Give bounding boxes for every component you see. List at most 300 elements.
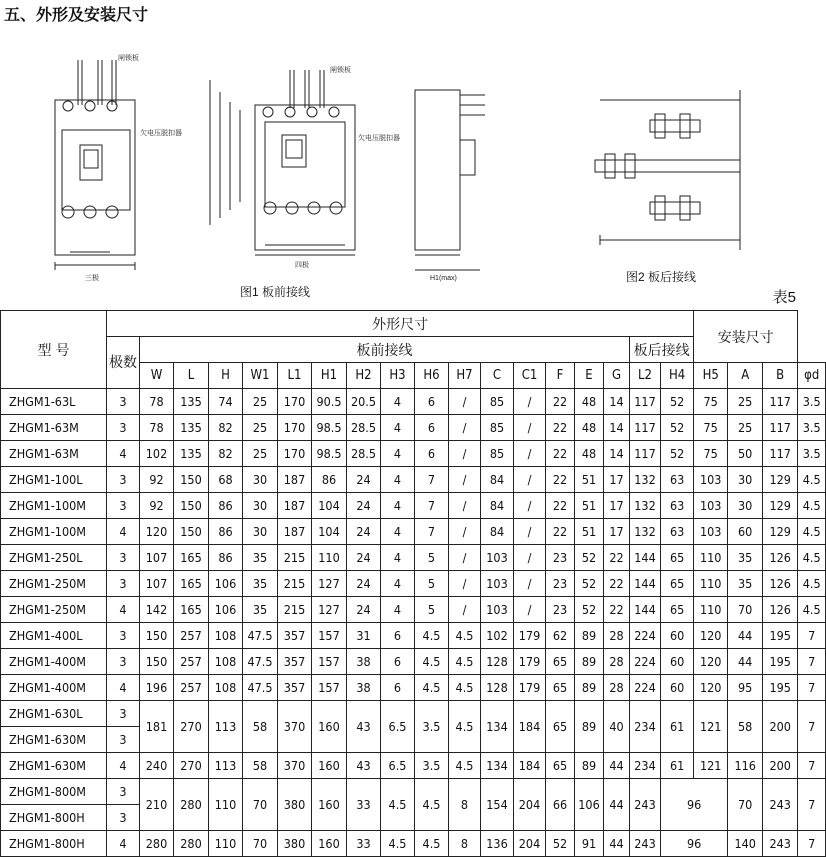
table-row: [1, 753, 826, 779]
value-cell: 129: [763, 493, 798, 519]
value-cell: 30: [243, 519, 278, 545]
value-cell: 257: [174, 649, 209, 675]
value-cell: /: [449, 597, 481, 623]
value-cell: 127: [312, 571, 347, 597]
value-cell: 7: [798, 701, 826, 753]
value-cell: 160: [312, 753, 347, 779]
value-cell: 187: [278, 519, 312, 545]
table-row: [1, 597, 826, 623]
value-cell: 4.5: [415, 623, 449, 649]
value-cell: 78: [140, 389, 174, 415]
col-header: L: [174, 363, 209, 389]
value-cell: 7: [415, 519, 449, 545]
col-header: H4: [661, 363, 694, 389]
table-row: [1, 493, 826, 519]
dimensions-table: [0, 310, 826, 857]
value-cell: 102: [481, 623, 514, 649]
col-header: H3: [381, 363, 415, 389]
drawing-3pole-front: [55, 60, 135, 270]
col-header: C1: [514, 363, 546, 389]
value-cell: 195: [763, 675, 798, 701]
value-cell: /: [449, 389, 481, 415]
value-cell: 58: [243, 753, 278, 779]
value-cell: 181: [140, 701, 174, 753]
value-cell: 243: [630, 831, 661, 857]
value-cell: 65: [546, 649, 575, 675]
header-outline: 外形尺寸: [107, 311, 694, 337]
value-cell: 91: [575, 831, 604, 857]
value-cell: 7: [415, 493, 449, 519]
value-cell: 120: [140, 519, 174, 545]
value-cell: 170: [278, 441, 312, 467]
value-cell: 22: [604, 545, 630, 571]
value-cell: 25: [243, 415, 278, 441]
value-cell: 150: [174, 467, 209, 493]
model-cell: ZHGM1-800M: [1, 779, 107, 805]
value-cell: 132: [630, 519, 661, 545]
value-cell: 380: [278, 779, 312, 831]
value-cell: 23: [546, 597, 575, 623]
value-cell: 22: [546, 441, 575, 467]
value-cell: 96: [661, 831, 728, 857]
value-cell: /: [449, 545, 481, 571]
value-cell: 6: [415, 441, 449, 467]
value-cell: 44: [604, 753, 630, 779]
value-cell: 89: [575, 649, 604, 675]
value-cell: 106: [575, 779, 604, 831]
value-cell: 121: [694, 701, 728, 753]
value-cell: 4.5: [449, 701, 481, 753]
value-cell: /: [514, 389, 546, 415]
value-cell: 215: [278, 545, 312, 571]
value-cell: 4: [381, 389, 415, 415]
value-cell: 63: [661, 493, 694, 519]
table-row: [1, 779, 826, 805]
model-cell: ZHGM1-800H: [1, 831, 107, 857]
value-cell: 103: [481, 545, 514, 571]
value-cell: 47.5: [243, 649, 278, 675]
value-cell: 215: [278, 597, 312, 623]
value-cell: 90.5: [312, 389, 347, 415]
model-cell: ZHGM1-63M: [1, 441, 107, 467]
label-handle-a: 闸锁板: [118, 55, 139, 62]
value-cell: /: [514, 467, 546, 493]
value-cell: 117: [630, 415, 661, 441]
value-cell: 48: [575, 415, 604, 441]
value-cell: 28: [604, 675, 630, 701]
header-poles: 极数: [107, 337, 140, 389]
value-cell: 3: [107, 701, 140, 727]
value-cell: 6: [381, 649, 415, 675]
value-cell: 3: [107, 727, 140, 753]
value-cell: 140: [728, 831, 763, 857]
value-cell: 85: [481, 441, 514, 467]
value-cell: 7: [798, 649, 826, 675]
value-cell: 370: [278, 701, 312, 753]
value-cell: 25: [243, 389, 278, 415]
value-cell: 31: [347, 623, 381, 649]
value-cell: 4.5: [449, 675, 481, 701]
value-cell: 65: [661, 597, 694, 623]
model-cell: ZHGM1-250M: [1, 597, 107, 623]
value-cell: 75: [694, 415, 728, 441]
value-cell: 150: [174, 519, 209, 545]
value-cell: 58: [243, 701, 278, 753]
value-cell: 5: [415, 545, 449, 571]
table-row: [1, 519, 826, 545]
model-cell: ZHGM1-100L: [1, 467, 107, 493]
value-cell: 129: [763, 519, 798, 545]
value-cell: 30: [243, 467, 278, 493]
value-cell: 7: [415, 467, 449, 493]
value-cell: 126: [763, 597, 798, 623]
col-header: C: [481, 363, 514, 389]
value-cell: 89: [575, 753, 604, 779]
value-cell: 4.5: [415, 831, 449, 857]
value-cell: 357: [278, 623, 312, 649]
value-cell: 128: [481, 649, 514, 675]
value-cell: 187: [278, 493, 312, 519]
value-cell: 98.5: [312, 441, 347, 467]
value-cell: 160: [312, 831, 347, 857]
value-cell: 4: [381, 597, 415, 623]
col-header: H5: [694, 363, 728, 389]
value-cell: 86: [209, 545, 243, 571]
value-cell: 110: [312, 545, 347, 571]
value-cell: 196: [140, 675, 174, 701]
value-cell: 63: [661, 467, 694, 493]
value-cell: 3.5: [798, 441, 826, 467]
value-cell: 224: [630, 649, 661, 675]
value-cell: 280: [174, 831, 209, 857]
col-header: H: [209, 363, 243, 389]
value-cell: 4: [381, 441, 415, 467]
value-cell: 52: [661, 415, 694, 441]
value-cell: /: [449, 571, 481, 597]
value-cell: 92: [140, 493, 174, 519]
value-cell: 270: [174, 753, 209, 779]
value-cell: 65: [661, 571, 694, 597]
header-install: 安装尺寸: [694, 311, 798, 363]
value-cell: 4.5: [415, 779, 449, 831]
model-cell: ZHGM1-100M: [1, 493, 107, 519]
model-cell: ZHGM1-630L: [1, 701, 107, 727]
value-cell: 110: [209, 779, 243, 831]
value-cell: 270: [174, 701, 209, 753]
col-header: L2: [630, 363, 661, 389]
value-cell: /: [449, 519, 481, 545]
value-cell: 4.5: [798, 571, 826, 597]
value-cell: 126: [763, 571, 798, 597]
value-cell: /: [449, 493, 481, 519]
model-cell: ZHGM1-400L: [1, 623, 107, 649]
value-cell: 47.5: [243, 675, 278, 701]
value-cell: 8: [449, 831, 481, 857]
value-cell: 184: [514, 701, 546, 753]
value-cell: 280: [140, 831, 174, 857]
value-cell: 61: [661, 753, 694, 779]
value-cell: 48: [575, 441, 604, 467]
value-cell: 110: [209, 831, 243, 857]
value-cell: 132: [630, 467, 661, 493]
value-cell: 82: [209, 441, 243, 467]
value-cell: 4.5: [798, 493, 826, 519]
value-cell: 224: [630, 623, 661, 649]
value-cell: 120: [694, 623, 728, 649]
value-cell: 20.5: [347, 389, 381, 415]
col-header: L1: [278, 363, 312, 389]
value-cell: 6: [381, 623, 415, 649]
value-cell: 157: [312, 675, 347, 701]
col-header: W1: [243, 363, 278, 389]
value-cell: 160: [312, 701, 347, 753]
value-cell: 7: [798, 779, 826, 831]
value-cell: 28.5: [347, 441, 381, 467]
value-cell: /: [514, 545, 546, 571]
value-cell: 35: [243, 571, 278, 597]
value-cell: 200: [763, 701, 798, 753]
value-cell: 51: [575, 467, 604, 493]
value-cell: 195: [763, 623, 798, 649]
value-cell: 6: [415, 389, 449, 415]
value-cell: 95: [728, 675, 763, 701]
value-cell: 4.5: [798, 597, 826, 623]
value-cell: 22: [546, 493, 575, 519]
value-cell: 224: [630, 675, 661, 701]
value-cell: 117: [763, 389, 798, 415]
value-cell: 75: [694, 441, 728, 467]
value-cell: 204: [514, 831, 546, 857]
value-cell: 22: [546, 519, 575, 545]
value-cell: 28: [604, 623, 630, 649]
value-cell: 104: [312, 493, 347, 519]
value-cell: 61: [661, 701, 694, 753]
value-cell: 52: [575, 597, 604, 623]
value-cell: 144: [630, 597, 661, 623]
value-cell: 38: [347, 675, 381, 701]
value-cell: 4: [107, 831, 140, 857]
model-cell: ZHGM1-630M: [1, 727, 107, 753]
value-cell: 22: [546, 389, 575, 415]
value-cell: 3: [107, 493, 140, 519]
table-row: [1, 389, 826, 415]
value-cell: 134: [481, 701, 514, 753]
value-cell: 3: [107, 805, 140, 831]
value-cell: 179: [514, 623, 546, 649]
value-cell: 204: [514, 779, 546, 831]
drawing-side: [415, 90, 485, 270]
col-header: F: [546, 363, 575, 389]
value-cell: 6: [415, 415, 449, 441]
table-row: [1, 623, 826, 649]
value-cell: 4.5: [449, 649, 481, 675]
value-cell: 357: [278, 649, 312, 675]
value-cell: 120: [694, 649, 728, 675]
value-cell: 4: [107, 441, 140, 467]
value-cell: 135: [174, 415, 209, 441]
value-cell: 8: [449, 779, 481, 831]
value-cell: 106: [209, 571, 243, 597]
col-header: W: [140, 363, 174, 389]
value-cell: 44: [728, 649, 763, 675]
value-cell: /: [514, 597, 546, 623]
value-cell: 89: [575, 675, 604, 701]
dimension-drawings: [0, 30, 800, 305]
value-cell: 24: [347, 467, 381, 493]
value-cell: 47.5: [243, 623, 278, 649]
value-cell: 108: [209, 675, 243, 701]
value-cell: 28.5: [347, 415, 381, 441]
value-cell: 43: [347, 753, 381, 779]
value-cell: 243: [763, 779, 798, 831]
figure1-caption: 图1 板前接线: [240, 285, 311, 299]
value-cell: 3: [107, 649, 140, 675]
value-cell: /: [514, 493, 546, 519]
value-cell: 370: [278, 753, 312, 779]
value-cell: /: [449, 467, 481, 493]
value-cell: 52: [575, 571, 604, 597]
value-cell: 165: [174, 571, 209, 597]
drawing-rear-connection: [595, 90, 740, 250]
value-cell: 14: [604, 389, 630, 415]
value-cell: 33: [347, 831, 381, 857]
value-cell: 127: [312, 597, 347, 623]
value-cell: 135: [174, 441, 209, 467]
value-cell: 3: [107, 623, 140, 649]
header-model: 型 号: [1, 311, 107, 389]
table-row: [1, 675, 826, 701]
value-cell: 62: [546, 623, 575, 649]
value-cell: 103: [694, 519, 728, 545]
value-cell: 86: [209, 519, 243, 545]
value-cell: 3: [107, 415, 140, 441]
value-cell: 4: [107, 519, 140, 545]
value-cell: 22: [604, 571, 630, 597]
value-cell: 129: [763, 467, 798, 493]
model-cell: ZHGM1-800H: [1, 805, 107, 831]
value-cell: 195: [763, 649, 798, 675]
value-cell: 24: [347, 519, 381, 545]
value-cell: 157: [312, 649, 347, 675]
value-cell: 63: [661, 519, 694, 545]
value-cell: 380: [278, 831, 312, 857]
label-poles-b: 四极: [295, 262, 309, 269]
table-row: [1, 701, 826, 727]
model-cell: ZHGM1-250L: [1, 545, 107, 571]
table-row: [1, 441, 826, 467]
value-cell: 17: [604, 467, 630, 493]
col-header: E: [575, 363, 604, 389]
value-cell: 4: [381, 493, 415, 519]
value-cell: 51: [575, 519, 604, 545]
value-cell: 117: [763, 415, 798, 441]
value-cell: 154: [481, 779, 514, 831]
value-cell: 4.5: [798, 545, 826, 571]
value-cell: 65: [546, 701, 575, 753]
value-cell: 75: [694, 389, 728, 415]
value-cell: 86: [312, 467, 347, 493]
value-cell: 35: [243, 545, 278, 571]
label-h1max: H1(max): [430, 275, 457, 282]
value-cell: 44: [604, 831, 630, 857]
value-cell: 25: [728, 415, 763, 441]
value-cell: 60: [728, 519, 763, 545]
value-cell: 60: [661, 649, 694, 675]
value-cell: 98.5: [312, 415, 347, 441]
label-accessory-a: 欠电压脱扣器: [140, 130, 182, 137]
value-cell: 7: [798, 831, 826, 857]
value-cell: 4: [381, 571, 415, 597]
page-heading: 五、外形及安装尺寸: [4, 7, 149, 24]
value-cell: 17: [604, 493, 630, 519]
table-row: [1, 831, 826, 857]
value-cell: 4.5: [381, 831, 415, 857]
value-cell: 30: [728, 467, 763, 493]
header-front: 板前接线: [140, 337, 630, 363]
value-cell: 52: [661, 389, 694, 415]
value-cell: 58: [728, 701, 763, 753]
value-cell: 5: [415, 597, 449, 623]
value-cell: 117: [630, 389, 661, 415]
value-cell: 3.5: [415, 753, 449, 779]
value-cell: 215: [278, 571, 312, 597]
value-cell: 357: [278, 675, 312, 701]
value-cell: 65: [661, 545, 694, 571]
value-cell: 121: [694, 753, 728, 779]
table-row: [1, 545, 826, 571]
value-cell: /: [449, 441, 481, 467]
value-cell: 6: [381, 675, 415, 701]
value-cell: 280: [174, 779, 209, 831]
value-cell: 144: [630, 545, 661, 571]
value-cell: 7: [798, 675, 826, 701]
value-cell: /: [514, 415, 546, 441]
value-cell: 65: [546, 753, 575, 779]
value-cell: 104: [312, 519, 347, 545]
label-handle-b: 闸锁板: [330, 67, 351, 74]
value-cell: 23: [546, 545, 575, 571]
table-row: [1, 649, 826, 675]
value-cell: 52: [575, 545, 604, 571]
col-header: φd: [798, 363, 826, 389]
value-cell: 200: [763, 753, 798, 779]
table-row: [1, 571, 826, 597]
value-cell: 22: [546, 467, 575, 493]
col-header: H6: [415, 363, 449, 389]
value-cell: 4.5: [798, 467, 826, 493]
value-cell: 24: [347, 545, 381, 571]
value-cell: 113: [209, 701, 243, 753]
value-cell: 106: [209, 597, 243, 623]
drawing-4pole-front: [210, 70, 355, 255]
value-cell: 3: [107, 571, 140, 597]
value-cell: 89: [575, 623, 604, 649]
value-cell: 3.5: [798, 415, 826, 441]
value-cell: 35: [728, 545, 763, 571]
value-cell: 110: [694, 571, 728, 597]
value-cell: 66: [546, 779, 575, 831]
value-cell: 28: [604, 649, 630, 675]
value-cell: 22: [604, 597, 630, 623]
value-cell: 179: [514, 649, 546, 675]
value-cell: 96: [661, 779, 728, 831]
value-cell: 23: [546, 571, 575, 597]
value-cell: 132: [630, 493, 661, 519]
value-cell: 85: [481, 415, 514, 441]
value-cell: 35: [728, 571, 763, 597]
value-cell: /: [449, 415, 481, 441]
value-cell: 110: [694, 597, 728, 623]
